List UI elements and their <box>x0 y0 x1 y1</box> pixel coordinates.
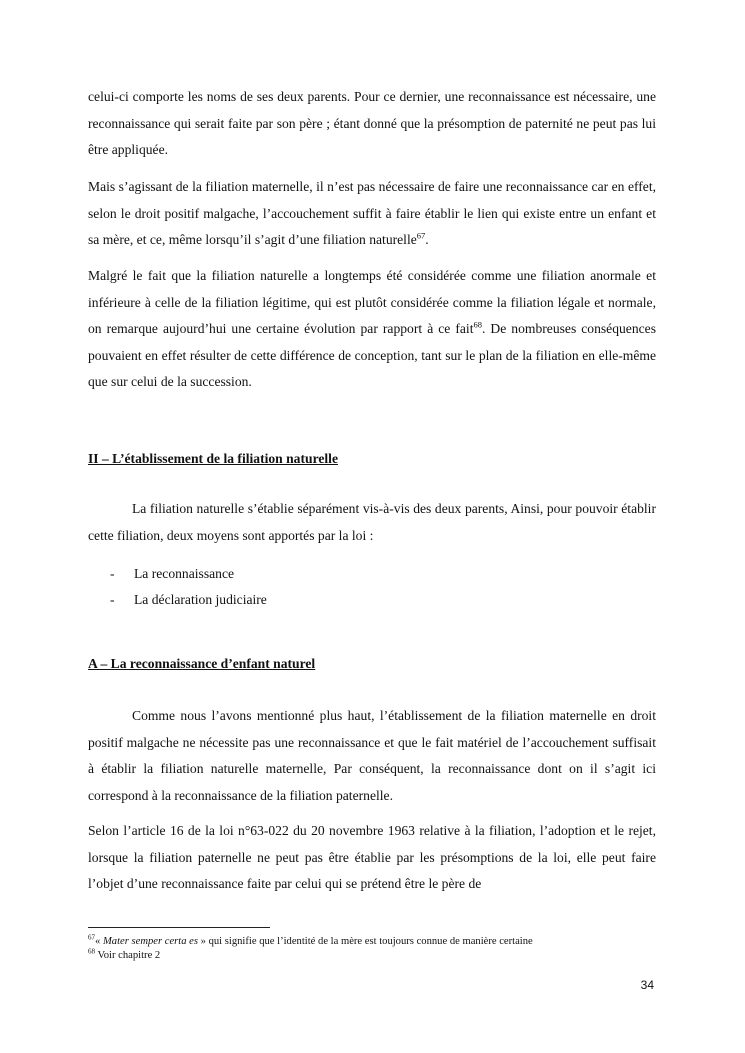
section-heading-a: A – La reconnaissance d’enfant naturel <box>88 656 316 671</box>
paragraph-end: . <box>425 232 429 247</box>
paragraph-paternal-recognition-scope: Comme nous l’avons mentionné plus haut, l’établissement de la filiation maternelle en droit positif malgache ne nécessite pas une reconnaissance et que le fait matériel de l’accouchement suffisait à établir la filiation naturelle maternelle, Par conséquent, la reconnaissance dont on il s’agit ici correspond à la reconnaissance de la filiation paternelle. <box>88 708 656 803</box>
footnote-ref-68[interactable]: 68 <box>473 319 482 330</box>
footnote-text: » qui signifie que l’identité de la mère est toujours connue de manière certaine <box>197 936 533 947</box>
paragraph-maternal-filiation <box>88 174 656 254</box>
footnote-number: 67 <box>88 933 95 942</box>
dash-bullet: - <box>110 592 115 607</box>
page-number: 34 <box>640 978 654 992</box>
paragraph-text: Mais s’agissant de la filiation maternelle, il n’est pas nécessaire de faire une reconnaissance car en effet, selon le droit positif malgache, l’accouchement suffit à faire établir le lien qui existe entre un enfant et sa mère, et ce, même lorsqu’il s’agit d’une filiation naturelle <box>88 179 656 247</box>
footnote-number: 68 <box>88 947 95 956</box>
footnote-latin-phrase: Mater semper certa es <box>102 936 198 947</box>
list-item-label: La reconnaissance <box>134 566 235 581</box>
paragraph-text-continued: . De nombreuses conséquences pouvaient en effet résulter de cette différence de conception, tant sur le plan de la filiation en elle-même que sur celui de la succession. <box>88 321 656 389</box>
means-list <box>110 561 267 613</box>
paragraph-text: Malgré le fait que la filiation naturelle a longtemps été considérée comme une filiation anormale et inférieure à celle de la filiation légitime, qui est plutôt considérée comme la filiation légale et normale, on remarque aujourd’hui une certaine évolution par rapport à ce fait <box>88 268 656 336</box>
footnote-divider <box>88 927 270 928</box>
paragraph-article-16: Selon l’article 16 de la loi n°63-022 du 20 novembre 1963 relative à la filiation, l’adoption et le rejet, lorsque la filiation paternelle ne peut pas être établie par les présomptions de la loi, elle peut faire l’objet d’une reconnaissance faite par celui qui se prétend être le père de <box>88 823 656 891</box>
paragraph-paternal-recognition: celui-ci comporte les noms de ses deux parents. Pour ce dernier, une reconnaissance est nécessaire, une reconnaissance qui serait faite par son père ; étant donné que la présomption de paternité ne peut pas lui être appliquée. <box>88 89 656 157</box>
paragraph-two-means: La filiation naturelle s’établie séparément vis-à-vis des deux parents, Ainsi, pour pouvoir établir cette filiation, deux moyens sont apportés par la loi : <box>88 501 656 543</box>
paragraph-natural-filiation-evolution <box>88 263 656 396</box>
list-item <box>110 561 267 587</box>
footnote-68 <box>88 949 160 963</box>
footnote-text: Voir chapitre 2 <box>95 950 161 961</box>
footnote-open-quote: « <box>95 936 103 947</box>
footnote-ref-67[interactable]: 67 <box>416 230 426 241</box>
list-item <box>110 587 267 613</box>
section-heading-ii: II – L’établissement de la filiation naturelle <box>88 451 338 466</box>
list-item-label: La déclaration judiciaire <box>134 592 267 607</box>
dash-bullet: - <box>110 566 115 581</box>
footnote-67 <box>88 935 533 949</box>
